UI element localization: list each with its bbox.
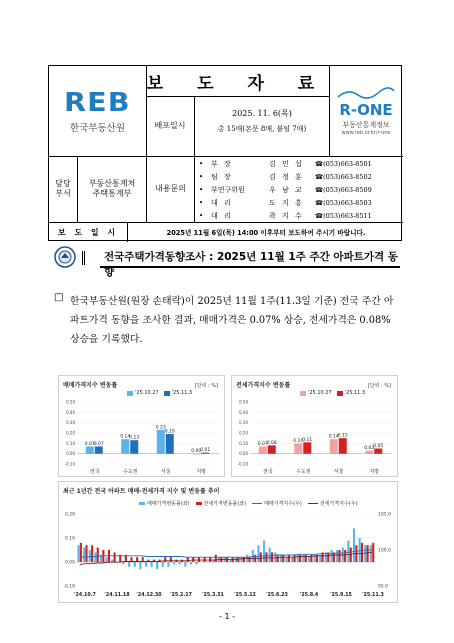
subject-bar (48, 246, 402, 278)
data-label: 0.23 (155, 425, 166, 431)
bar (370, 545, 372, 562)
page-number: - 1 - (219, 612, 235, 621)
bar (265, 552, 267, 562)
bar (196, 562, 198, 564)
y-tick-label: 0.20 (66, 430, 75, 436)
bar (344, 550, 346, 562)
chart-title: 전세가격지수 변동률 (236, 382, 291, 389)
bar (269, 548, 271, 562)
bar (85, 545, 87, 562)
bar (252, 550, 254, 562)
bar (229, 560, 231, 562)
bar-chart-svg (59, 376, 226, 478)
contact-row: • 대 리 곽 지 수 ☎(053)663-8511 (199, 211, 372, 220)
bar (122, 562, 124, 564)
bar (145, 562, 147, 567)
y-tick-label: -0.10 (237, 461, 248, 467)
chart-title: 매매가격지수 변동률 (63, 382, 118, 389)
bar (89, 550, 91, 562)
contact-row: • 대 리 도 지 흥 ☎(053)663-8503 (199, 198, 372, 207)
y-tick-label: 0.10 (239, 440, 248, 446)
x-tick-label: 지방 (369, 469, 380, 475)
bar (164, 557, 166, 562)
bar (339, 438, 347, 454)
r-one-logo: R-ONE 부동산통계정보 www.reb.or.kr/r-one (329, 66, 403, 156)
bar (282, 555, 284, 562)
bar (305, 555, 307, 562)
chart-title: 최근 1년간 전국 아파트 매매·전세가격 지수 및 변동률 추이 (63, 488, 220, 495)
bar (157, 430, 165, 454)
y-tick-label: 0.30 (66, 420, 75, 426)
bar (338, 550, 340, 562)
legend-label: '25.11.3 (344, 390, 366, 396)
contact-label: 내용문의 (155, 183, 186, 193)
bar (248, 557, 250, 562)
legend-label: 매매가격변동률(좌) (147, 501, 190, 507)
bar (271, 552, 273, 562)
x-tick-label: '24.12.30 (136, 593, 162, 598)
bar (97, 548, 99, 562)
dept-label: 담당 부서 (55, 178, 71, 198)
x-tick-label: '25.9.15 (330, 593, 352, 598)
y-tick-label: 0.10 (64, 536, 75, 542)
bar (374, 449, 382, 454)
r-one-wave-icon (336, 87, 396, 101)
bar (268, 445, 276, 453)
bar (91, 545, 93, 562)
bar (288, 555, 290, 562)
bar (170, 557, 172, 562)
bar (367, 545, 369, 562)
bar (280, 555, 282, 562)
bar (167, 562, 169, 567)
bar (293, 555, 295, 562)
data-label: 0.07 (84, 441, 95, 447)
sale-price-chart (58, 375, 225, 477)
x-tick-label: '25.3.31 (202, 593, 224, 598)
bar (151, 562, 153, 567)
data-label: 0.19 (164, 429, 175, 435)
bar (277, 555, 279, 562)
y-tick-label: 0.50 (239, 399, 248, 405)
release-label: 배포일시 (154, 120, 186, 130)
data-label: 0.03 (364, 446, 375, 452)
legend-label: '25.10.27 (135, 390, 159, 396)
jeonse-price-chart (231, 375, 398, 477)
data-label: 0.00 (191, 449, 202, 455)
bar (259, 446, 267, 453)
bar (260, 552, 262, 562)
data-label: 0.07 (257, 441, 268, 447)
y-tick-label: 0.40 (239, 409, 248, 415)
bar (359, 538, 361, 562)
r-one-subtitle: 부동산통계정보 (342, 120, 390, 129)
y-tick-label: 0.10 (66, 440, 75, 446)
embargo-text: 2025년 11월 6일(목) 14:00 이후부터 보도하여 주시기 바랍니다. (166, 229, 366, 237)
y-tick-label: 0.30 (239, 420, 248, 426)
legend-label: '25.10.27 (308, 390, 332, 396)
bar (190, 562, 192, 564)
legend-label: 매매가격지수(우) (264, 501, 302, 507)
x-tick-label: 전국 (262, 469, 273, 475)
agency-seal-icon (54, 246, 76, 268)
y2-tick-label: 105.0 (378, 512, 391, 518)
bar (83, 548, 85, 562)
y2-tick-label: 100.0 (378, 548, 391, 554)
x-tick-label: '25.5.12 (234, 593, 256, 598)
bar (303, 442, 311, 453)
y-tick-label: 0.00 (239, 451, 248, 457)
y-tick-label: 0.20 (64, 512, 75, 518)
bar (294, 443, 302, 453)
bar (336, 550, 338, 562)
bar (361, 543, 363, 562)
bar (215, 555, 217, 562)
bar (347, 540, 349, 562)
data-label: 0.10 (293, 438, 304, 444)
chart-unit: [단위 : %] (194, 383, 218, 389)
bar (353, 528, 355, 562)
contact-row: • 팀 장 김 정 훈 ☎(053)663-8502 (199, 172, 372, 181)
data-label: 0.14 (120, 434, 131, 440)
bar (121, 439, 129, 453)
bar (134, 562, 136, 567)
bar (350, 548, 352, 562)
lead-paragraph: 한국부동산원(원장 손태락)이 2025년 11월 1주(11.3일 기준) 전국 주간 아파트가격 동향을 조사한 결과, 매매가격은 0.07% 상승, 전세가격은 0.08% 상승을 기록했다. (70, 296, 394, 345)
contact-row: • 부 장 김 민 섭 ☎(053)663-8501 (199, 159, 372, 168)
bar-chart-svg (232, 376, 399, 478)
legend-label: 전세가격변동률(좌) (203, 501, 247, 507)
y-tick-label: -0.10 (64, 461, 75, 467)
bar (179, 562, 181, 564)
doc-title: 보 도 자 료 (146, 73, 329, 94)
page-count: 총 15매(본문 8매, 붙임 7매) (217, 125, 307, 133)
x-tick-label: '24.11.18 (104, 593, 130, 598)
annual-trend-chart (58, 481, 398, 603)
data-label: 0.13 (129, 435, 140, 441)
bar (77, 545, 79, 562)
bar (209, 557, 211, 562)
bar (198, 557, 200, 562)
bar (297, 555, 299, 562)
x-tick-label: 전국 (89, 469, 100, 475)
y-tick-label: 0.00 (64, 560, 75, 566)
x-tick-label: 서울 (160, 469, 171, 475)
legend-label: '25.11.3 (171, 390, 193, 396)
press-subject: 전국주택가격동향조사 : 2025년 11월 1주 주간 아파트가격 동향 (104, 251, 398, 278)
bar (299, 555, 301, 562)
bar (257, 545, 259, 562)
x-tick-label: 서울 (333, 469, 344, 475)
legend-label: 전세가격지수(우) (319, 501, 358, 507)
agency-name: 한국부동산원 (69, 123, 126, 134)
y-tick-label: 0.00 (66, 451, 75, 457)
bar (330, 439, 338, 453)
bullet-square: □ (54, 292, 64, 303)
embargo-label: 보 도 일 시 (57, 227, 119, 238)
bar (286, 557, 288, 562)
x-tick-label: '25.6.23 (266, 593, 288, 598)
x-tick-label: '25.8.4 (299, 593, 319, 598)
bar (173, 562, 175, 564)
bar (86, 446, 94, 453)
bar (372, 543, 374, 562)
bar (156, 562, 158, 569)
data-label: 0.11 (302, 437, 313, 443)
y-tick-label: -0.10 (63, 584, 75, 590)
r-one-url: www.reb.or.kr/r-one (341, 129, 391, 136)
bar (302, 555, 304, 562)
bar (80, 543, 82, 562)
bar (162, 562, 164, 567)
bar (94, 552, 96, 562)
bar (243, 557, 245, 562)
x-tick-label: 수도권 (123, 469, 138, 475)
bar (184, 562, 186, 567)
data-label: 0.15 (337, 433, 348, 439)
press-release-header (48, 65, 402, 241)
bar (263, 540, 265, 562)
bar (308, 557, 310, 562)
y-tick-label: 0.50 (66, 399, 75, 405)
data-label: 0.01 (200, 448, 211, 454)
y-tick-label: 0.20 (239, 430, 248, 436)
bar (106, 557, 108, 562)
bar (187, 557, 189, 562)
chart-unit: [단위 : %] (367, 383, 391, 389)
release-date: 2025. 11. 6(목) (232, 109, 292, 118)
bar (274, 552, 276, 562)
bar (192, 557, 194, 562)
x-tick-label: 수도권 (296, 469, 311, 475)
bar (111, 560, 113, 562)
bar (128, 562, 130, 567)
bar (139, 562, 141, 569)
reb-logo: REB 한국부동산원 (64, 88, 131, 134)
bar (241, 557, 243, 562)
x-tick-label: '24.10.7 (74, 593, 96, 598)
y2-tick-label: 95.0 (378, 584, 389, 590)
dept-name: 부동산통계처 주택통계부 (88, 178, 136, 198)
bar (114, 552, 116, 562)
combo-chart-svg (59, 482, 399, 604)
data-label: 0.05 (373, 444, 384, 449)
bar (204, 557, 206, 562)
data-label: 0.14 (328, 434, 339, 440)
bar (166, 434, 174, 454)
bar (330, 550, 332, 562)
x-tick-label: 지방 (196, 469, 207, 475)
data-label: 0.08 (266, 440, 277, 446)
x-tick-label: '25.11.3 (362, 593, 384, 598)
data-label: 0.07 (93, 441, 104, 447)
y-tick-label: 0.40 (66, 409, 75, 415)
bar (130, 440, 138, 453)
contact-row: • 부연구위원 우 남 교 ☎(053)663-8509 (199, 185, 372, 194)
bar (95, 446, 103, 453)
x-tick-label: '25.2.17 (170, 593, 192, 598)
bar (291, 557, 293, 562)
